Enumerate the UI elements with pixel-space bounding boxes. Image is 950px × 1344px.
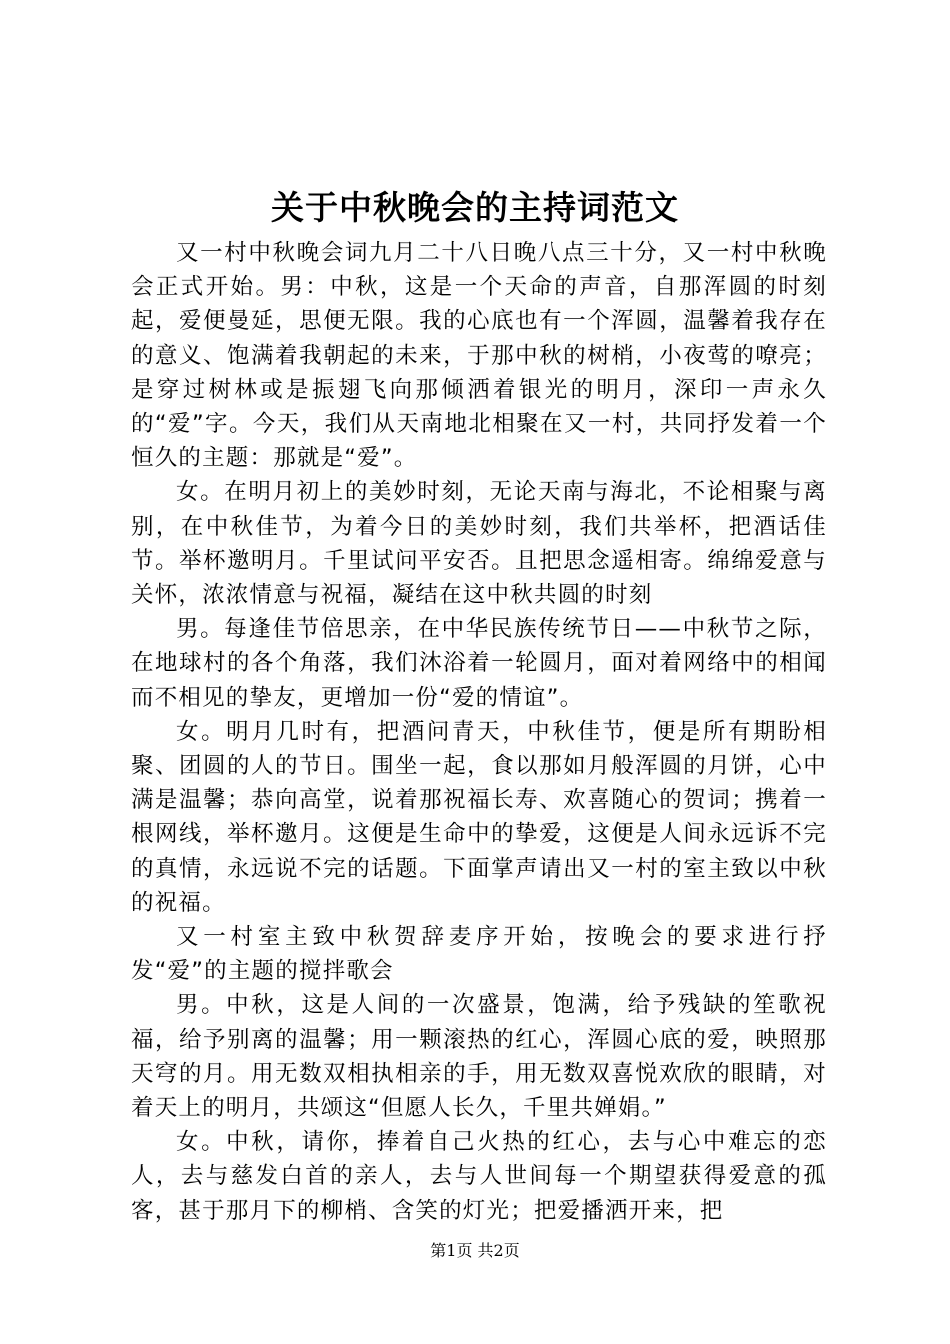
page-footer: 第1页 共2页 <box>430 1241 520 1260</box>
paragraph: 男。每逢佳节倍思亲，在中华民族传统节日——中秋节之际，在地球村的各个角落，我们沐浴着一轮圆月，面对着网络中的相闻而不相见的挚友，更增加一份“爱的情谊”。 <box>131 616 827 711</box>
paragraph: 女。中秋，请你，捧着自己火热的红心，去与心中难忘的恋人，去与慈发白首的亲人，去与人世间每一个期望获得爱意的孤客，甚于那月下的柳梢、含笑的灯光；把爱播洒开来，把 <box>131 1129 827 1224</box>
paragraph: 又一村室主致中秋贺辞麦序开始，按晚会的要求进行抒发“爱”的主题的搅拌歌会 <box>131 924 827 985</box>
paragraph: 女。明月几时有，把酒问青天，中秋佳节，便是所有期盼相聚、团圆的人的节日。围坐一起，食以那如月般浑圆的月饼，心中满是温馨；恭向高堂，说着那祝福长寿、欢喜随心的贺词；携着一根网线，举杯邀月。这便是生命中的挚爱，这便是人间永远诉不完的真情，永远说不完的话题。下面掌声请出又一村的室主致以中秋的祝福。 <box>131 718 827 916</box>
paragraph: 女。在明月初上的美妙时刻，无论天南与海北，不论相聚与离别，在中秋佳节，为着今日的美妙时刻，我们共举杯，把酒话佳节。举杯邀明月。千里试问平安否。且把思念遥相寄。绵绵爱意与关怀，浓浓情意与祝福，凝结在这中秋共圆的时刻 <box>131 479 827 609</box>
document-body <box>131 236 827 1228</box>
paragraph: 又一村中秋晚会词九月二十八日晚八点三十分，又一村中秋晚会正式开始。男：中秋，这是一个天命的声音，自那浑圆的时刻起，爱便曼延，思便无限。我的心底也有一个浑圆，温馨着我存在的意义、饱满着我朝起的未来，于那中秋的树梢，小夜莺的嘹亮；是穿过树林或是振翅飞向那倾洒着银光的明月，深印一声永久的“爱”字。今天，我们从天南地北相聚在又一村，共同抒发着一个恒久的主题：那就是“爱”。 <box>131 240 827 472</box>
document-title: 关于中秋晚会的主持词范文 <box>271 188 679 227</box>
paragraph: 男。中秋，这是人间的一次盛景，饱满，给予残缺的笙歌祝福，给予别离的温馨；用一颗滚热的红心，浑圆心底的爱，映照那天穹的月。用无数双相执相亲的手，用无数双喜悦欢欣的眼睛，对着天上的明月，共颂这“但愿人长久，千里共婵娟。” <box>131 992 827 1122</box>
